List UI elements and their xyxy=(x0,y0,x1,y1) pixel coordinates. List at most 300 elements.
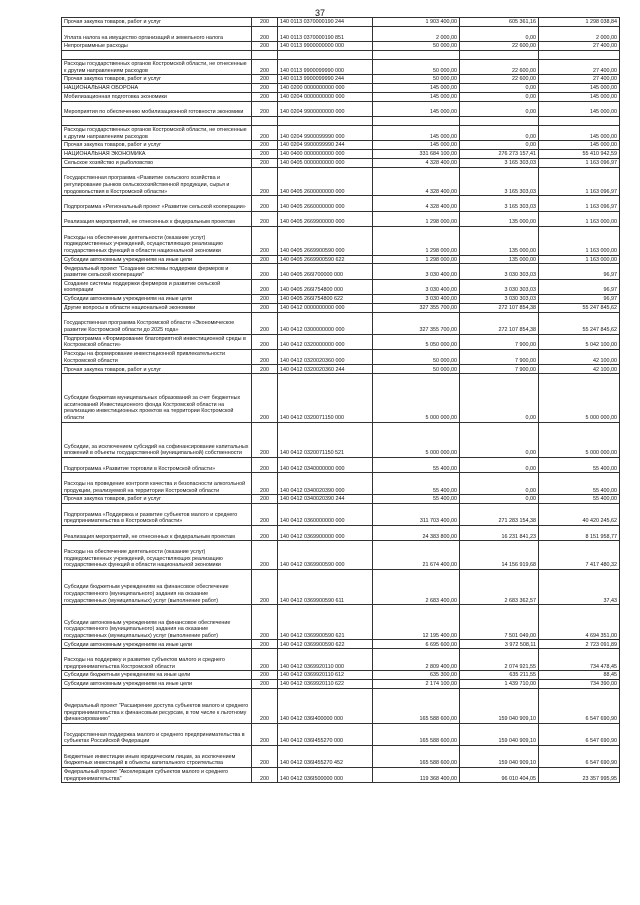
row-executed-cell: 0,00 xyxy=(460,374,539,422)
table-row xyxy=(62,723,620,745)
row-ved-cell: 200 xyxy=(252,303,278,312)
table-row xyxy=(62,334,620,349)
row-code-cell: 140 0113 9900099990 244 xyxy=(278,75,373,84)
row-name-cell: Расходы на формирование инвестиционной привлекательности Костромской области xyxy=(62,350,252,365)
row-approved-cell: 50 000,00 xyxy=(373,59,460,74)
row-ved-cell: 200 xyxy=(252,312,278,334)
row-executed-cell: 7 501 049,00 xyxy=(460,605,539,640)
row-name-cell: Прочая закупка товаров, работ и услуг xyxy=(62,75,252,84)
row-approved-cell: 145 000,00 xyxy=(373,141,460,150)
row-remainder-cell: 6 547 690,90 xyxy=(539,745,620,767)
row-ved-cell: 200 xyxy=(252,18,278,27)
row-ved-cell: 200 xyxy=(252,679,278,688)
table-row xyxy=(62,92,620,101)
row-executed-cell: 0,00 xyxy=(460,495,539,504)
row-ved-cell: 200 xyxy=(252,473,278,495)
row-name-cell: Субсидии бюджетным учреждениям на финансовое обеспечение государственного (муниципального) задания на оказание государственных (муниципальных) услуг (выполнение работ) xyxy=(62,570,252,605)
row-code-cell: 140 0412 0369900590 622 xyxy=(278,640,373,649)
row-ved-cell: 200 xyxy=(252,640,278,649)
row-name-cell: Другие вопросы в области национальной экономики xyxy=(62,303,252,312)
row-code-cell: 140 0204 9900099990 000 xyxy=(278,125,373,140)
table-row xyxy=(62,255,620,264)
row-code-cell: 140 0200 0000000000 000 xyxy=(278,83,373,92)
row-approved-cell: 21 674 400,00 xyxy=(373,541,460,570)
row-code-cell: 140 0412 0369920110 000 xyxy=(278,649,373,671)
row-remainder-cell: 1 163 000,00 xyxy=(539,226,620,255)
row-approved-cell: 2 000,00 xyxy=(373,26,460,41)
row-approved-cell: 1 298 000,00 xyxy=(373,255,460,264)
table-row xyxy=(62,50,620,59)
table-row xyxy=(62,312,620,334)
row-ved-cell: 200 xyxy=(252,671,278,680)
row-executed-cell: 272 107 854,38 xyxy=(460,312,539,334)
table-row xyxy=(62,149,620,158)
row-approved-cell: 50 000,00 xyxy=(373,350,460,365)
table-row xyxy=(62,295,620,304)
row-remainder-cell: 96,97 xyxy=(539,264,620,279)
table-row xyxy=(62,264,620,279)
row-executed-cell: 0,00 xyxy=(460,473,539,495)
row-code-cell: 140 0405 2600000000 000 xyxy=(278,167,373,196)
row-name-cell: Субсидии автономным учреждениям на финансовое обеспечение государственного (муниципального) задания на оказание государственных (муниципальных) услуг (выполнение работ) xyxy=(62,605,252,640)
row-approved-cell: 165 588 600,00 xyxy=(373,723,460,745)
row-ved-cell xyxy=(252,116,278,125)
row-approved-cell: 145 000,00 xyxy=(373,92,460,101)
row-approved-cell: 4 328 400,00 xyxy=(373,167,460,196)
table-row xyxy=(62,279,620,294)
table-row xyxy=(62,570,620,605)
row-executed-cell: 7 900,00 xyxy=(460,350,539,365)
row-approved-cell: 635 300,00 xyxy=(373,671,460,680)
table-row xyxy=(62,211,620,226)
row-approved-cell: 1 903 400,00 xyxy=(373,18,460,27)
row-executed-cell: 22 600,00 xyxy=(460,59,539,74)
row-remainder-cell: 8 151 958,77 xyxy=(539,526,620,541)
row-approved-cell: 119 368 400,00 xyxy=(373,767,460,782)
row-remainder-cell: 734 478,45 xyxy=(539,649,620,671)
table-row xyxy=(62,125,620,140)
row-executed-cell: 22 600,00 xyxy=(460,42,539,51)
row-name-cell: НАЦИОНАЛЬНАЯ ЭКОНОМИКА xyxy=(62,149,252,158)
row-remainder-cell: 88,45 xyxy=(539,671,620,680)
row-name-cell: Прочая закупка товаров, работ и услуг xyxy=(62,365,252,374)
row-name-cell: Федеральный проект "Акселерация субъектов малого и среднего предпринимательства" xyxy=(62,767,252,782)
row-ved-cell: 200 xyxy=(252,75,278,84)
row-executed-cell: 272 107 854,38 xyxy=(460,303,539,312)
row-name-cell: Прочая закупка товаров, работ и услуг xyxy=(62,495,252,504)
row-approved-cell: 165 588 600,00 xyxy=(373,745,460,767)
table-row xyxy=(62,473,620,495)
row-remainder-cell: 23 357 995,95 xyxy=(539,767,620,782)
row-name-cell: Подпрограмма «Региональный проект «Развитие сельской кооперации» xyxy=(62,196,252,211)
row-name-cell: Государственная программа Костромской области «Экономическое развитие Костромской области до 2025 года» xyxy=(62,312,252,334)
table-row xyxy=(62,167,620,196)
row-executed-cell: 3 165 303,03 xyxy=(460,167,539,196)
row-name-cell: Уплата налога на имущество организаций и земельного налога xyxy=(62,26,252,41)
row-executed-cell: 3 972 508,11 xyxy=(460,640,539,649)
table-row xyxy=(62,640,620,649)
row-executed-cell: 16 231 841,23 xyxy=(460,526,539,541)
row-approved-cell: 55 400,00 xyxy=(373,457,460,472)
row-code-cell: 140 0400 0000000000 000 xyxy=(278,149,373,158)
row-code-cell: 140 0412 0340020390 244 xyxy=(278,495,373,504)
row-remainder-cell: 1 298 038,84 xyxy=(539,18,620,27)
row-remainder-cell: 55 400,00 xyxy=(539,495,620,504)
budget-table xyxy=(61,17,620,783)
row-code-cell: 140 0412 036I400000 000 xyxy=(278,688,373,723)
row-remainder-cell: 6 547 690,90 xyxy=(539,723,620,745)
row-ved-cell: 200 xyxy=(252,688,278,723)
row-remainder-cell: 145 000,00 xyxy=(539,125,620,140)
row-approved-cell: 327 355 700,00 xyxy=(373,312,460,334)
table-row xyxy=(62,495,620,504)
row-executed-cell: 0,00 xyxy=(460,457,539,472)
row-ved-cell: 200 xyxy=(252,26,278,41)
row-executed-cell: 14 156 919,68 xyxy=(460,541,539,570)
row-approved-cell xyxy=(373,50,460,59)
table-row xyxy=(62,649,620,671)
row-code-cell: 140 0412 036I455270 000 xyxy=(278,723,373,745)
row-ved-cell: 200 xyxy=(252,279,278,294)
row-remainder-cell: 42 100,00 xyxy=(539,350,620,365)
table-row xyxy=(62,605,620,640)
row-name-cell: Сельское хозяйство и рыболовство xyxy=(62,158,252,167)
row-name-cell xyxy=(62,50,252,59)
row-approved-cell: 55 400,00 xyxy=(373,495,460,504)
row-remainder-cell: 55 400,00 xyxy=(539,457,620,472)
row-ved-cell: 200 xyxy=(252,526,278,541)
row-code-cell: 140 0405 2669900590 000 xyxy=(278,226,373,255)
row-executed-cell: 1 439 710,00 xyxy=(460,679,539,688)
row-name-cell: Субсидии, за исключением субсидий на софинансирование капитальных вложений в объекты государственной (муниципальной) собственности xyxy=(62,422,252,457)
row-approved-cell: 327 355 700,00 xyxy=(373,303,460,312)
row-name-cell: Мероприятия по обеспечению мобилизационной готовности экономики xyxy=(62,101,252,116)
row-code-cell: 140 0405 266I754800 000 xyxy=(278,279,373,294)
row-code-cell: 140 0113 9900000000 000 xyxy=(278,42,373,51)
table-row xyxy=(62,526,620,541)
row-approved-cell: 5 000 000,00 xyxy=(373,422,460,457)
table-row xyxy=(62,422,620,457)
table-row xyxy=(62,745,620,767)
row-code-cell: 140 0405 2669900590 622 xyxy=(278,255,373,264)
row-ved-cell: 200 xyxy=(252,745,278,767)
row-code-cell: 140 0204 9900099990 244 xyxy=(278,141,373,150)
row-approved-cell: 145 000,00 xyxy=(373,83,460,92)
row-ved-cell: 200 xyxy=(252,767,278,782)
row-approved-cell: 3 030 400,00 xyxy=(373,295,460,304)
row-name-cell: Субсидии автономным учреждениям на иные цели xyxy=(62,255,252,264)
row-code-cell: 140 0412 0340020390 000 xyxy=(278,473,373,495)
row-approved-cell: 2 683 400,00 xyxy=(373,570,460,605)
row-remainder-cell: 145 000,00 xyxy=(539,101,620,116)
row-approved-cell: 55 400,00 xyxy=(373,473,460,495)
row-executed-cell: 96 010 404,05 xyxy=(460,767,539,782)
row-remainder-cell: 55 247 845,62 xyxy=(539,303,620,312)
row-executed-cell: 3 030 303,03 xyxy=(460,295,539,304)
row-approved-cell: 5 000 000,00 xyxy=(373,374,460,422)
row-name-cell: Подпрограмма «Формирование благоприятной инвестиционной среды в Костромской области» xyxy=(62,334,252,349)
row-approved-cell: 50 000,00 xyxy=(373,365,460,374)
row-code-cell: 140 0412 0369920110 622 xyxy=(278,679,373,688)
row-remainder-cell: 6 547 690,90 xyxy=(539,688,620,723)
row-approved-cell: 4 328 400,00 xyxy=(373,196,460,211)
row-approved-cell: 311 703 400,00 xyxy=(373,504,460,526)
row-executed-cell: 135 000,00 xyxy=(460,255,539,264)
row-approved-cell: 12 195 400,00 xyxy=(373,605,460,640)
row-executed-cell: 3 030 303,03 xyxy=(460,264,539,279)
row-ved-cell: 200 xyxy=(252,92,278,101)
row-remainder-cell: 5 042 100,00 xyxy=(539,334,620,349)
row-approved-cell: 1 298 000,00 xyxy=(373,226,460,255)
table-row xyxy=(62,303,620,312)
row-remainder-cell: 2 000,00 xyxy=(539,26,620,41)
row-name-cell: Субсидии автономным учреждениям на иные цели xyxy=(62,295,252,304)
row-remainder-cell: 145 000,00 xyxy=(539,92,620,101)
table-row xyxy=(62,42,620,51)
row-remainder-cell: 1 163 000,00 xyxy=(539,255,620,264)
table-row xyxy=(62,101,620,116)
row-executed-cell: 3 165 303,03 xyxy=(460,196,539,211)
row-approved-cell: 50 000,00 xyxy=(373,75,460,84)
row-remainder-cell: 27 400,00 xyxy=(539,42,620,51)
row-code-cell: 140 0412 0000000000 000 xyxy=(278,303,373,312)
table-row xyxy=(62,350,620,365)
table-row xyxy=(62,365,620,374)
row-code-cell: 140 0412 0300000000 000 xyxy=(278,312,373,334)
row-remainder-cell: 4 694 351,00 xyxy=(539,605,620,640)
row-name-cell: Прочая закупка товаров, работ и услуг xyxy=(62,18,252,27)
row-executed-cell: 159 040 909,10 xyxy=(460,688,539,723)
row-ved-cell: 200 xyxy=(252,295,278,304)
row-approved-cell xyxy=(373,116,460,125)
row-ved-cell: 200 xyxy=(252,83,278,92)
row-executed-cell: 0,00 xyxy=(460,101,539,116)
row-name-cell: Государственная поддержка малого и среднего предпринимательства в субъектах Российской Федерации xyxy=(62,723,252,745)
row-code-cell: 140 0412 0360000000 000 xyxy=(278,504,373,526)
row-ved-cell: 200 xyxy=(252,723,278,745)
row-ved-cell xyxy=(252,50,278,59)
row-ved-cell: 200 xyxy=(252,374,278,422)
table-row xyxy=(62,688,620,723)
table-row xyxy=(62,116,620,125)
row-executed-cell: 22 600,00 xyxy=(460,75,539,84)
row-name-cell: Субсидии бюджетам муниципальных образований за счет бюджетных ассигнований Инвестиционного фонда Костромской области на реализацию инвестиционных проектов на территории Костромской области xyxy=(62,374,252,422)
row-name-cell: Расходы государственных органов Костромской области, не отнесенные к другим направлениям расходов xyxy=(62,59,252,74)
row-ved-cell: 200 xyxy=(252,101,278,116)
row-remainder-cell xyxy=(539,50,620,59)
row-code-cell: 140 0412 0320071150 000 xyxy=(278,374,373,422)
row-ved-cell: 200 xyxy=(252,457,278,472)
row-name-cell: Субсидии автономным учреждениям на иные цели xyxy=(62,679,252,688)
row-executed-cell: 0,00 xyxy=(460,125,539,140)
row-ved-cell: 200 xyxy=(252,196,278,211)
row-executed-cell: 0,00 xyxy=(460,92,539,101)
row-name-cell: Реализация мероприятий, не отнесенных к федеральным проектам xyxy=(62,526,252,541)
row-name-cell: Федеральный проект "Создание системы поддержки фермеров и развитие сельской кооперации" xyxy=(62,264,252,279)
row-remainder-cell: 42 100,00 xyxy=(539,365,620,374)
row-approved-cell: 5 050 000,00 xyxy=(373,334,460,349)
row-ved-cell: 200 xyxy=(252,422,278,457)
row-code-cell: 140 0412 0369900000 000 xyxy=(278,526,373,541)
row-approved-cell: 165 588 600,00 xyxy=(373,688,460,723)
row-ved-cell: 200 xyxy=(252,504,278,526)
row-code-cell xyxy=(278,116,373,125)
row-remainder-cell: 55 400,00 xyxy=(539,473,620,495)
row-code-cell: 140 0204 9900000000 000 xyxy=(278,101,373,116)
row-remainder-cell: 27 400,00 xyxy=(539,59,620,74)
row-code-cell: 140 0405 2660000000 000 xyxy=(278,196,373,211)
row-code-cell: 140 0412 036I500000 000 xyxy=(278,767,373,782)
row-name-cell: Прочая закупка товаров, работ и услуг xyxy=(62,141,252,150)
row-approved-cell: 4 328 400,00 xyxy=(373,158,460,167)
row-approved-cell: 331 684 100,00 xyxy=(373,149,460,158)
row-code-cell: 140 0405 2669900000 000 xyxy=(278,211,373,226)
row-name-cell: Расходы на обеспечение деятельности (оказание услуг) подведомственных учреждений, осуществляющих реализацию государственных функций в области национальной экономики xyxy=(62,541,252,570)
row-ved-cell: 200 xyxy=(252,211,278,226)
row-code-cell: 140 0412 0320020360 000 xyxy=(278,350,373,365)
row-executed-cell: 135 000,00 xyxy=(460,211,539,226)
row-code-cell: 140 0412 0369900590 000 xyxy=(278,541,373,570)
row-ved-cell: 200 xyxy=(252,605,278,640)
table-row xyxy=(62,457,620,472)
row-remainder-cell: 40 420 245,62 xyxy=(539,504,620,526)
row-ved-cell: 200 xyxy=(252,226,278,255)
row-remainder-cell: 145 000,00 xyxy=(539,141,620,150)
row-ved-cell: 200 xyxy=(252,167,278,196)
row-ved-cell: 200 xyxy=(252,365,278,374)
table-row xyxy=(62,141,620,150)
row-remainder-cell: 55 247 845,62 xyxy=(539,312,620,334)
row-executed-cell xyxy=(460,116,539,125)
row-name-cell: Расходы государственных органов Костромской области, не отнесенные к другим направлениям расходов xyxy=(62,125,252,140)
row-executed-cell: 7 900,00 xyxy=(460,334,539,349)
table-row xyxy=(62,75,620,84)
row-code-cell: 140 0405 266I754800 622 xyxy=(278,295,373,304)
row-approved-cell: 145 000,00 xyxy=(373,101,460,116)
row-name-cell: Создание системы поддержки фермеров и развитие сельской кооперации xyxy=(62,279,252,294)
row-remainder-cell: 37,43 xyxy=(539,570,620,605)
row-code-cell: 140 0113 0370000190 851 xyxy=(278,26,373,41)
row-name-cell: Подпрограмма «Поддержка и развитие субъектов малого и среднего предпринимательства в Костромской области» xyxy=(62,504,252,526)
row-approved-cell: 3 030 400,00 xyxy=(373,279,460,294)
row-ved-cell: 200 xyxy=(252,541,278,570)
row-code-cell xyxy=(278,50,373,59)
table-row xyxy=(62,504,620,526)
row-code-cell: 140 0412 0369900590 611 xyxy=(278,570,373,605)
row-remainder-cell: 55 410 942,59 xyxy=(539,149,620,158)
row-executed-cell: 3 165 303,03 xyxy=(460,158,539,167)
row-executed-cell: 276 273 157,41 xyxy=(460,149,539,158)
row-executed-cell: 0,00 xyxy=(460,422,539,457)
row-remainder-cell: 5 000 000,00 xyxy=(539,374,620,422)
row-code-cell: 140 0412 0369920110 612 xyxy=(278,671,373,680)
row-code-cell: 140 0412 0340000000 000 xyxy=(278,457,373,472)
row-name-cell: Реализация мероприятий, не отнесенных к федеральным проектам xyxy=(62,211,252,226)
row-code-cell: 140 0204 0000000000 000 xyxy=(278,92,373,101)
row-approved-cell: 24 383 800,00 xyxy=(373,526,460,541)
row-name-cell: Бюджетные инвестиции иным юридическим лицам, за исключением бюджетных инвестиций в объекты капитального строительства xyxy=(62,745,252,767)
table-row xyxy=(62,671,620,680)
row-remainder-cell: 1 163 096,97 xyxy=(539,167,620,196)
table-row xyxy=(62,59,620,74)
row-name-cell: Непрограммные расходы xyxy=(62,42,252,51)
row-executed-cell: 0,00 xyxy=(460,83,539,92)
row-approved-cell: 50 000,00 xyxy=(373,42,460,51)
row-ved-cell: 200 xyxy=(252,255,278,264)
row-remainder-cell: 1 163 000,00 xyxy=(539,211,620,226)
row-remainder-cell: 27 400,00 xyxy=(539,75,620,84)
row-executed-cell: 2 683 362,57 xyxy=(460,570,539,605)
row-ved-cell: 200 xyxy=(252,141,278,150)
table-row xyxy=(62,767,620,782)
row-name-cell: Расходы на проведение контроля качества и безопасности алкогольной продукции, реализуемой на территории Костромской области xyxy=(62,473,252,495)
row-executed-cell: 0,00 xyxy=(460,141,539,150)
row-remainder-cell: 2 723 091,89 xyxy=(539,640,620,649)
row-executed-cell: 135 000,00 xyxy=(460,226,539,255)
row-executed-cell: 0,00 xyxy=(460,26,539,41)
row-executed-cell: 271 283 154,38 xyxy=(460,504,539,526)
row-ved-cell: 200 xyxy=(252,649,278,671)
page-number: 37 xyxy=(314,8,325,18)
row-executed-cell: 635 211,55 xyxy=(460,671,539,680)
row-code-cell: 140 0405 0000000000 000 xyxy=(278,158,373,167)
row-remainder-cell: 7 417 480,32 xyxy=(539,541,620,570)
table-row xyxy=(62,679,620,688)
row-remainder-cell: 734 390,00 xyxy=(539,679,620,688)
row-ved-cell: 200 xyxy=(252,125,278,140)
row-name-cell: Подпрограмма «Развитие торговли в Костромской области» xyxy=(62,457,252,472)
table-row xyxy=(62,226,620,255)
row-name-cell: Расходы на обеспечение деятельности (оказание услуг) подведомственных учреждений, осуществляющих реализацию государственных функций в области национальной экономики xyxy=(62,226,252,255)
row-ved-cell: 200 xyxy=(252,570,278,605)
row-code-cell: 140 0405 266I700000 000 xyxy=(278,264,373,279)
row-ved-cell: 200 xyxy=(252,350,278,365)
row-executed-cell: 159 040 909,10 xyxy=(460,745,539,767)
table-row xyxy=(62,541,620,570)
row-executed-cell xyxy=(460,50,539,59)
row-name-cell: Субсидии автономным учреждениям на иные цели xyxy=(62,640,252,649)
row-code-cell: 140 0412 036I455270 452 xyxy=(278,745,373,767)
row-executed-cell: 3 030 303,03 xyxy=(460,279,539,294)
row-remainder-cell: 145 000,00 xyxy=(539,83,620,92)
row-name-cell: Расходы на поддержку и развитие субъектов малого и среднего предпринимательства Костромской области xyxy=(62,649,252,671)
row-remainder-cell: 1 163 096,97 xyxy=(539,196,620,211)
row-ved-cell: 200 xyxy=(252,334,278,349)
row-approved-cell: 2 174 100,00 xyxy=(373,679,460,688)
table-row xyxy=(62,18,620,27)
table-row xyxy=(62,158,620,167)
row-approved-cell: 2 809 400,00 xyxy=(373,649,460,671)
row-approved-cell: 145 000,00 xyxy=(373,125,460,140)
row-approved-cell: 1 298 000,00 xyxy=(373,211,460,226)
row-approved-cell: 3 030 400,00 xyxy=(373,264,460,279)
table-row xyxy=(62,196,620,211)
row-ved-cell: 200 xyxy=(252,59,278,74)
row-remainder-cell: 96,97 xyxy=(539,295,620,304)
row-code-cell: 140 0113 9900099990 000 xyxy=(278,59,373,74)
row-ved-cell: 200 xyxy=(252,495,278,504)
row-name-cell: НАЦИОНАЛЬНАЯ ОБОРОНА xyxy=(62,83,252,92)
row-executed-cell: 605 361,16 xyxy=(460,18,539,27)
row-name-cell xyxy=(62,116,252,125)
row-approved-cell: 6 695 600,00 xyxy=(373,640,460,649)
row-name-cell: Субсидии бюджетным учреждениям на иные цели xyxy=(62,671,252,680)
row-name-cell: Мобилизационная подготовка экономики xyxy=(62,92,252,101)
row-ved-cell: 200 xyxy=(252,42,278,51)
row-executed-cell: 159 040 909,10 xyxy=(460,723,539,745)
row-executed-cell: 7 900,00 xyxy=(460,365,539,374)
row-ved-cell: 200 xyxy=(252,264,278,279)
